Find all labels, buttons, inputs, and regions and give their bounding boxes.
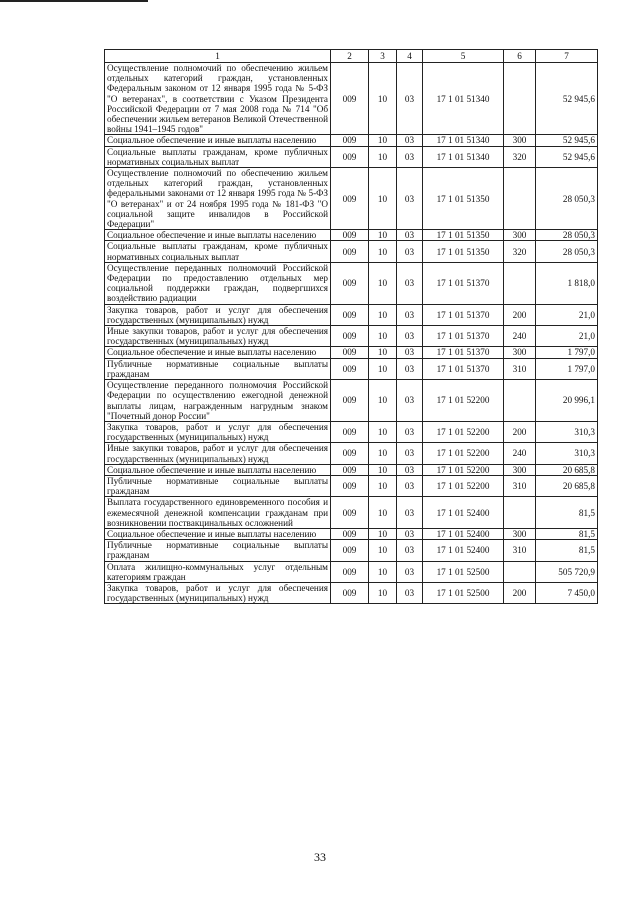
cell-target-code: 17 1 01 52400	[423, 497, 504, 529]
table-row	[105, 540, 598, 561]
cell-target-code: 17 1 01 52400	[423, 540, 504, 561]
cell-name: Социальное обеспечение и иные выплаты населению	[105, 230, 331, 241]
header-cell: 7	[536, 50, 598, 63]
header-cell: 2	[331, 50, 369, 63]
cell-grbs: 009	[331, 63, 369, 135]
cell-grbs: 009	[331, 528, 369, 539]
cell-name: Социальное обеспечение и иные выплаты населению	[105, 464, 331, 475]
cell-section: 10	[369, 421, 397, 442]
table-row	[105, 63, 598, 135]
cell-section: 10	[369, 464, 397, 475]
table-row	[105, 168, 598, 230]
cell-amount: 52 945,6	[536, 146, 598, 167]
cell-expense-type	[504, 561, 536, 582]
table-row	[105, 304, 598, 325]
cell-section: 10	[369, 358, 397, 379]
cell-amount: 81,5	[536, 540, 598, 561]
cell-target-code: 17 1 01 52200	[423, 421, 504, 442]
cell-target-code: 17 1 01 51340	[423, 63, 504, 135]
cell-name: Закупка товаров, работ и услуг для обеспечения государственных (муниципальных) нужд	[105, 304, 331, 325]
cell-subsection: 03	[397, 241, 423, 262]
budget-table	[104, 49, 598, 604]
header-cell: 4	[397, 50, 423, 63]
table-row	[105, 326, 598, 347]
cell-amount: 1 797,0	[536, 358, 598, 379]
cell-grbs: 009	[331, 380, 369, 422]
cell-section: 10	[369, 528, 397, 539]
cell-name: Иные закупки товаров, работ и услуг для обеспечения государственных (муниципальных) нужд	[105, 326, 331, 347]
cell-grbs: 009	[331, 146, 369, 167]
cell-amount: 28 050,3	[536, 230, 598, 241]
cell-grbs: 009	[331, 347, 369, 358]
cell-target-code: 17 1 01 52400	[423, 528, 504, 539]
cell-grbs: 009	[331, 262, 369, 304]
cell-section: 10	[369, 63, 397, 135]
table-row	[105, 135, 598, 146]
cell-name: Закупка товаров, работ и услуг для обеспечения государственных (муниципальных) нужд	[105, 582, 331, 603]
cell-grbs: 009	[331, 241, 369, 262]
cell-expense-type: 200	[504, 421, 536, 442]
cell-name: Социальные выплаты гражданам, кроме публичных нормативных социальных выплат	[105, 241, 331, 262]
cell-subsection: 03	[397, 262, 423, 304]
cell-grbs: 009	[331, 561, 369, 582]
table-row	[105, 582, 598, 603]
cell-subsection: 03	[397, 421, 423, 442]
cell-subsection: 03	[397, 464, 423, 475]
cell-name: Выплата государственного единовременного пособия и ежемесячной денежной компенсации гражданам при возникновении поствакцинальных осложнений	[105, 497, 331, 529]
table-row	[105, 230, 598, 241]
cell-section: 10	[369, 326, 397, 347]
cell-grbs: 009	[331, 358, 369, 379]
table-row	[105, 146, 598, 167]
cell-name: Социальные выплаты гражданам, кроме публичных нормативных социальных выплат	[105, 146, 331, 167]
cell-section: 10	[369, 241, 397, 262]
cell-name: Осуществление полномочий по обеспечению жильем отдельных категорий граждан, установленных федеральными законами от 12 января 1995 года № 5-ФЗ "О ветеранах" и от 24 ноября 1995 года № 181-ФЗ "О социальной защите инвалидов в Российской Федерации"	[105, 168, 331, 230]
cell-target-code: 17 1 01 51350	[423, 230, 504, 241]
cell-target-code: 17 1 01 51370	[423, 326, 504, 347]
top-rule	[0, 0, 148, 2]
cell-target-code: 17 1 01 51340	[423, 135, 504, 146]
cell-amount: 505 720,9	[536, 561, 598, 582]
cell-name: Публичные нормативные социальные выплаты гражданам	[105, 358, 331, 379]
cell-grbs: 009	[331, 443, 369, 464]
cell-amount: 21,0	[536, 304, 598, 325]
table-row	[105, 347, 598, 358]
header-cell: 3	[369, 50, 397, 63]
table-row	[105, 262, 598, 304]
cell-target-code: 17 1 01 52200	[423, 475, 504, 496]
cell-expense-type	[504, 380, 536, 422]
cell-subsection: 03	[397, 380, 423, 422]
cell-section: 10	[369, 262, 397, 304]
cell-section: 10	[369, 347, 397, 358]
cell-amount: 52 945,6	[536, 135, 598, 146]
cell-amount: 20 685,8	[536, 464, 598, 475]
cell-expense-type: 300	[504, 464, 536, 475]
cell-amount: 28 050,3	[536, 241, 598, 262]
page-number: 33	[314, 850, 326, 864]
cell-name: Осуществление переданных полномочий Российской Федерации по предоставлению отдельных мер социальной поддержки граждан, подвергшихся воздействию радиации	[105, 262, 331, 304]
cell-expense-type: 300	[504, 347, 536, 358]
cell-expense-type: 300	[504, 528, 536, 539]
cell-expense-type: 200	[504, 582, 536, 603]
cell-grbs: 009	[331, 230, 369, 241]
table-row	[105, 528, 598, 539]
table-row	[105, 443, 598, 464]
table-row	[105, 475, 598, 496]
cell-grbs: 009	[331, 135, 369, 146]
cell-name: Осуществление полномочий по обеспечению жильем отдельных категорий граждан, установленных Федеральным законом от 12 января 1995 года № 5-ФЗ "О ветеранах", в соответствии с Указом Президента Российской Федерации от 7 мая 2008 года № 714 "Об обеспечении жильем ветеранов Великой Отечественной войны 1941–1945 годов"	[105, 63, 331, 135]
cell-amount: 52 945,6	[536, 63, 598, 135]
cell-name: Социальное обеспечение и иные выплаты населению	[105, 528, 331, 539]
cell-target-code: 17 1 01 52200	[423, 443, 504, 464]
cell-grbs: 009	[331, 168, 369, 230]
cell-subsection: 03	[397, 497, 423, 529]
cell-subsection: 03	[397, 582, 423, 603]
cell-target-code: 17 1 01 51370	[423, 262, 504, 304]
cell-section: 10	[369, 443, 397, 464]
cell-expense-type: 300	[504, 135, 536, 146]
cell-subsection: 03	[397, 168, 423, 230]
cell-subsection: 03	[397, 347, 423, 358]
cell-name: Иные закупки товаров, работ и услуг для обеспечения государственных (муниципальных) нужд	[105, 443, 331, 464]
cell-target-code: 17 1 01 51350	[423, 241, 504, 262]
cell-subsection: 03	[397, 540, 423, 561]
cell-subsection: 03	[397, 135, 423, 146]
table-row	[105, 497, 598, 529]
cell-name: Осуществление переданного полномочия Российской Федерации по осуществлению ежегодной денежной выплаты лицам, награжденным нагрудным знаком "Почетный донор России"	[105, 380, 331, 422]
cell-subsection: 03	[397, 443, 423, 464]
cell-subsection: 03	[397, 528, 423, 539]
cell-expense-type: 320	[504, 146, 536, 167]
cell-expense-type: 240	[504, 326, 536, 347]
cell-subsection: 03	[397, 358, 423, 379]
cell-section: 10	[369, 146, 397, 167]
cell-grbs: 009	[331, 326, 369, 347]
cell-grbs: 009	[331, 464, 369, 475]
table-row	[105, 561, 598, 582]
cell-subsection: 03	[397, 304, 423, 325]
cell-target-code: 17 1 01 51370	[423, 347, 504, 358]
cell-section: 10	[369, 582, 397, 603]
cell-amount: 28 050,3	[536, 168, 598, 230]
table-row	[105, 380, 598, 422]
cell-target-code: 17 1 01 52200	[423, 380, 504, 422]
cell-section: 10	[369, 135, 397, 146]
cell-amount: 20 685,8	[536, 475, 598, 496]
header-cell: 6	[504, 50, 536, 63]
cell-expense-type: 310	[504, 540, 536, 561]
cell-expense-type: 320	[504, 241, 536, 262]
cell-expense-type	[504, 168, 536, 230]
cell-amount: 310,3	[536, 421, 598, 442]
cell-grbs: 009	[331, 304, 369, 325]
cell-target-code: 17 1 01 51370	[423, 304, 504, 325]
cell-grbs: 009	[331, 540, 369, 561]
table-row	[105, 241, 598, 262]
cell-subsection: 03	[397, 475, 423, 496]
cell-name: Публичные нормативные социальные выплаты гражданам	[105, 475, 331, 496]
cell-amount: 81,5	[536, 497, 598, 529]
cell-section: 10	[369, 497, 397, 529]
cell-section: 10	[369, 168, 397, 230]
cell-subsection: 03	[397, 561, 423, 582]
cell-section: 10	[369, 380, 397, 422]
cell-expense-type: 240	[504, 443, 536, 464]
cell-section: 10	[369, 230, 397, 241]
cell-expense-type	[504, 497, 536, 529]
header-cell: 1	[105, 50, 331, 63]
cell-target-code: 17 1 01 52500	[423, 582, 504, 603]
cell-amount: 21,0	[536, 326, 598, 347]
cell-amount: 7 450,0	[536, 582, 598, 603]
cell-grbs: 009	[331, 582, 369, 603]
cell-name: Публичные нормативные социальные выплаты гражданам	[105, 540, 331, 561]
table-row	[105, 358, 598, 379]
cell-target-code: 17 1 01 51350	[423, 168, 504, 230]
table-row	[105, 464, 598, 475]
cell-expense-type: 200	[504, 304, 536, 325]
cell-expense-type: 300	[504, 230, 536, 241]
cell-name: Оплата жилищно-коммунальных услуг отдельным категориям граждан	[105, 561, 331, 582]
cell-expense-type: 310	[504, 358, 536, 379]
cell-grbs: 009	[331, 421, 369, 442]
cell-subsection: 03	[397, 146, 423, 167]
cell-section: 10	[369, 561, 397, 582]
cell-name: Социальное обеспечение и иные выплаты населению	[105, 347, 331, 358]
cell-subsection: 03	[397, 63, 423, 135]
table-row	[105, 421, 598, 442]
cell-subsection: 03	[397, 230, 423, 241]
header-cell: 5	[423, 50, 504, 63]
cell-amount: 20 996,1	[536, 380, 598, 422]
cell-grbs: 009	[331, 475, 369, 496]
cell-grbs: 009	[331, 497, 369, 529]
cell-name: Социальное обеспечение и иные выплаты населению	[105, 135, 331, 146]
cell-section: 10	[369, 475, 397, 496]
cell-target-code: 17 1 01 51340	[423, 146, 504, 167]
cell-expense-type: 310	[504, 475, 536, 496]
cell-section: 10	[369, 540, 397, 561]
header-row	[105, 50, 598, 63]
cell-amount: 1 797,0	[536, 347, 598, 358]
cell-amount: 1 818,0	[536, 262, 598, 304]
cell-expense-type	[504, 63, 536, 135]
cell-section: 10	[369, 304, 397, 325]
cell-name: Закупка товаров, работ и услуг для обеспечения государственных (муниципальных) нужд	[105, 421, 331, 442]
cell-target-code: 17 1 01 52500	[423, 561, 504, 582]
cell-amount: 81,5	[536, 528, 598, 539]
cell-target-code: 17 1 01 51370	[423, 358, 504, 379]
cell-expense-type	[504, 262, 536, 304]
cell-target-code: 17 1 01 52200	[423, 464, 504, 475]
cell-amount: 310,3	[536, 443, 598, 464]
cell-subsection: 03	[397, 326, 423, 347]
